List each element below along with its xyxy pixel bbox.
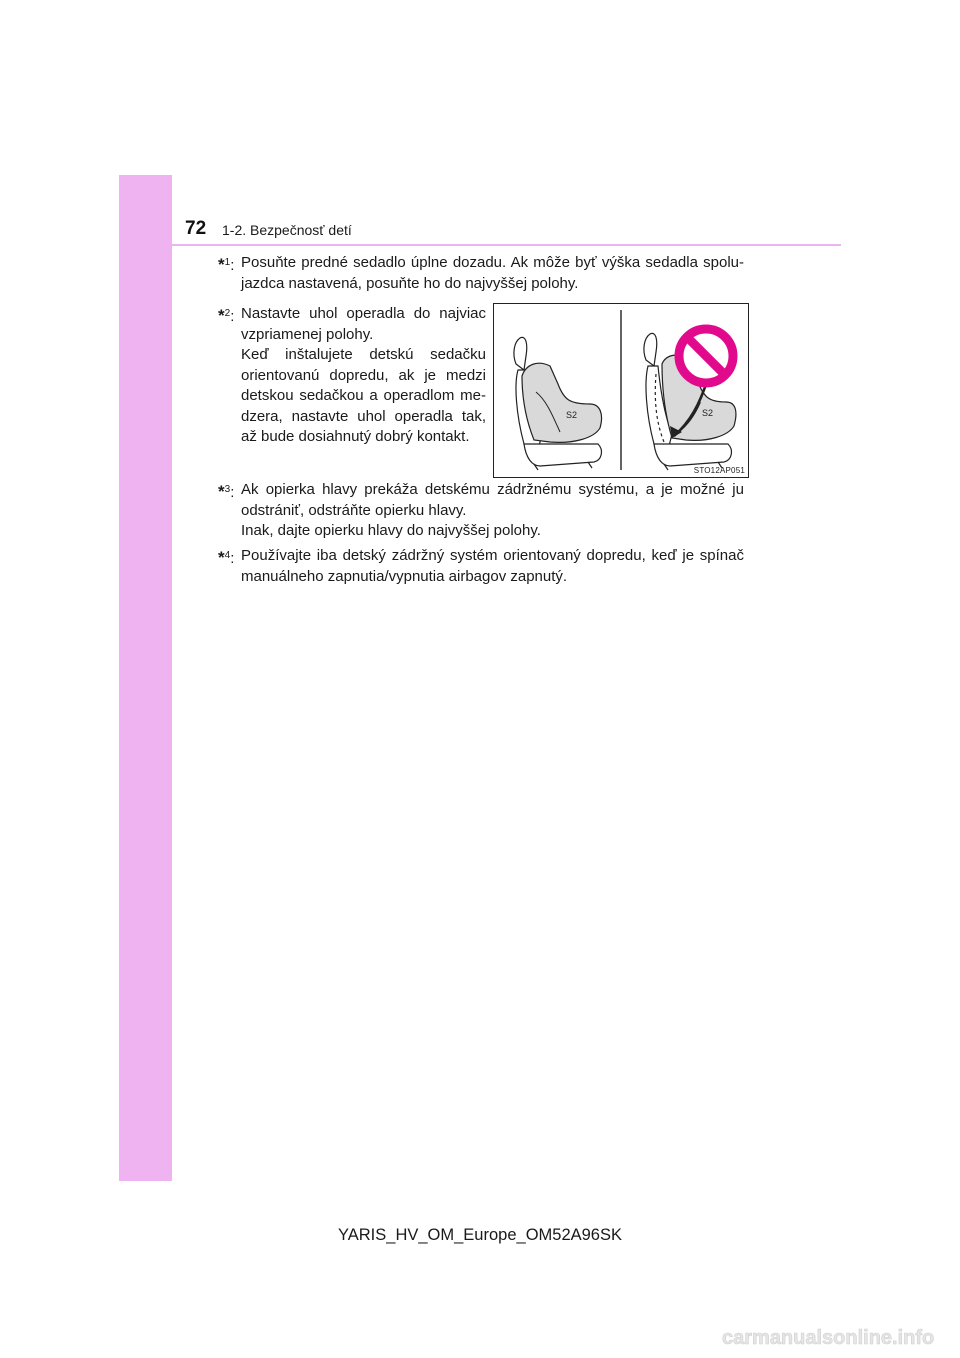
footnote-marker: *$^4$: [218, 548, 235, 567]
footnote-text: Posuňte predné sedadlo úplne dozadu. Ak môže byť výška sedadla spolu-jazdca nastavená, posuňte ho do najvyššej polohy. [241, 254, 744, 292]
footnote-2 [218, 304, 486, 448]
svg-text:carmanualsonline.info: carmanualsonline.info [722, 1327, 935, 1349]
prohibition-sign-icon [679, 329, 733, 383]
footnote-text: Nastavte uhol operadla do najviac vzpriamenej polohy. [241, 305, 486, 343]
footnote-1 [218, 253, 744, 294]
watermark-logo [720, 1322, 952, 1352]
figure-code: STO12AP051 [693, 466, 745, 475]
seat-drawing [494, 304, 748, 477]
footnote-marker: *$^2$: [218, 306, 235, 325]
section-title: 1-2. Bezpečnosť detí [222, 222, 352, 238]
svg-text:S2: S2 [702, 408, 714, 418]
footnote-marker: *$^3$: [218, 482, 235, 501]
footnote-text: Keď inštalujete detskú sedačku orientovanú dopredu, ak je medzi detskou sedačkou a operadlom me-dzera, nastavte uhol operadla tak, až bude dosiahnutý dobrý kontakt. [241, 346, 486, 445]
svg-text:S2: S2 [566, 410, 578, 420]
footnote-marker: *$^1$: [218, 255, 235, 274]
footnote-4 [218, 546, 744, 587]
correct-seat-drawing [514, 337, 602, 470]
footnote-3 [218, 480, 744, 542]
footnote-text: Inak, dajte opierku hlavy do najvyššej polohy. [241, 522, 541, 539]
document-id-footer: YARIS_HV_OM_Europe_OM52A96SK [337, 1226, 622, 1244]
footnote-text: Používajte iba detský zádržný systém orientovaný dopredu, keď je spínač manuálneho zapnutia/vypnutia airbagov zapnutý. [241, 547, 744, 585]
page-number: 72 [185, 218, 207, 239]
side-tab-band [119, 175, 172, 1181]
seat-illustration [493, 303, 749, 478]
header-divider [172, 244, 841, 246]
footnote-text: Ak opierka hlavy prekáža detskému zádržnému systému, a je možné ju odstrániť, odstráňte opierku hlavy. [241, 481, 744, 519]
